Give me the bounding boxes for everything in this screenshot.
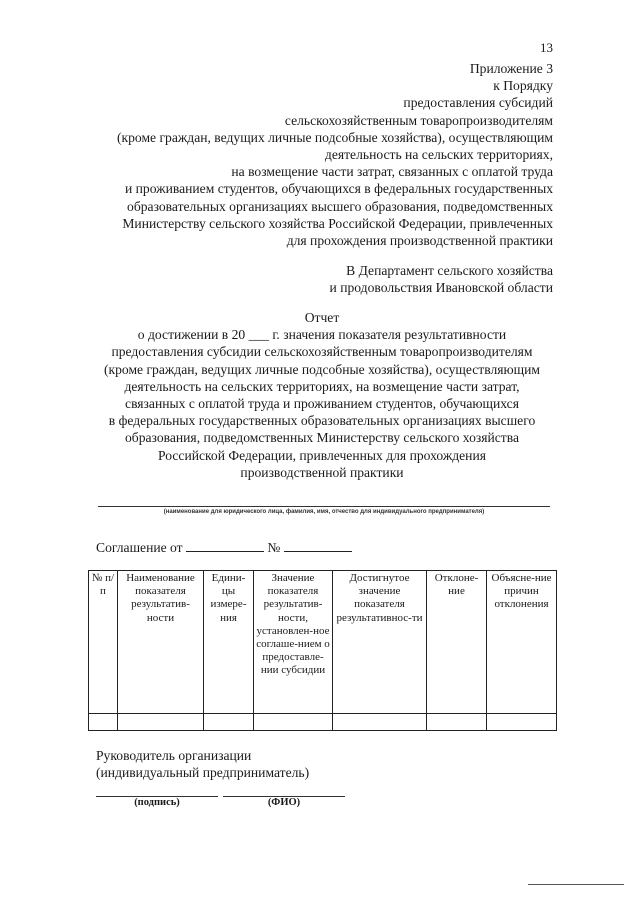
signature-block (96, 747, 309, 781)
agreement-date-field[interactable] (186, 539, 264, 552)
page-number: 13 (540, 40, 553, 55)
table-cell[interactable] (487, 714, 557, 731)
appendix-line: для прохождения производственной практики (286, 233, 553, 249)
agreement-label: Соглашение от (96, 540, 183, 555)
report-line: о достижении в 20 ___ г. значения показателя результативности (137, 327, 507, 343)
column-header-unit: Едини-цы измере-ния (204, 571, 254, 714)
report-heading (86, 309, 558, 481)
report-line: деятельность на сельских территориях, на возмещение части затрат, (124, 378, 520, 394)
appendix-header (73, 60, 553, 249)
report-line: Российской Федерации, привлеченных для прохождения (158, 447, 486, 463)
appendix-line: деятельность на сельских территориях, (324, 147, 553, 163)
appendix-line: Министерству сельского хозяйства Российской Федерации, привлеченных (122, 215, 553, 231)
appendix-line: предоставления субсидий (403, 95, 553, 111)
report-line: предоставления субсидии сельскохозяйственным товаропроизводителям (111, 344, 533, 360)
column-header-planned-value: Значение показателя результатив-ности, установлен-ное соглаше-нием о предоставле-нии субсидии (254, 571, 333, 714)
signature-title: Руководитель организации (96, 748, 252, 763)
table-cell[interactable] (254, 714, 333, 731)
agreement-number-label: № (267, 540, 281, 555)
column-header-deviation-reason: Объясне-ние причин отклонения (487, 571, 557, 714)
appendix-line: Приложение 3 (469, 61, 553, 76)
table-row (89, 714, 557, 731)
table-cell[interactable] (118, 714, 204, 731)
report-line: связанных с оплатой труда и проживанием студентов, обучающихся (125, 396, 519, 412)
table-cell[interactable] (89, 714, 118, 731)
addressee-line: и продовольствия Ивановской области (329, 280, 553, 296)
column-header-deviation: Отклоне-ние (427, 571, 487, 714)
signature-caption: (подпись) (134, 797, 180, 808)
column-header-number: № п/п (89, 571, 118, 714)
report-title: Отчет (304, 310, 340, 325)
appendix-line: на возмещение части затрат, связанных с оплатой труда (231, 164, 553, 180)
appendix-line: и проживанием студентов, обучающихся в федеральных государственных (124, 181, 553, 197)
table-cell[interactable] (333, 714, 427, 731)
footer-divider (528, 884, 624, 885)
agreement-line (96, 539, 352, 556)
report-line: производственной практики (240, 464, 404, 480)
organization-name-field[interactable] (98, 506, 550, 507)
appendix-line: сельскохозяйственным товаропроизводителям (284, 112, 553, 128)
table-header-row (89, 571, 557, 714)
report-line: (кроме граждан, ведущих личные подсобные хозяйства), осуществляющим (103, 361, 540, 377)
organization-caption: (наименование для юридического лица, фамилия, имя, отчество для индивидуального предпринимателя) (163, 509, 485, 515)
full-name-caption: (ФИО) (267, 797, 301, 808)
appendix-line: образовательных организациях высшего образования, подведомственных (127, 198, 553, 214)
column-header-indicator-name: Наименование показателя результатив-ности (118, 571, 204, 714)
column-header-achieved-value: Достигнутое значение показателя результативнос-ти (333, 571, 427, 714)
report-line: в федеральных государственных образовательных организациях высшего (108, 413, 536, 429)
table-cell[interactable] (204, 714, 254, 731)
table-cell[interactable] (427, 714, 487, 731)
addressee (153, 262, 553, 296)
report-table (88, 570, 557, 731)
appendix-line: к Порядку (493, 78, 553, 94)
signature-subtitle: (индивидуальный предприниматель) (96, 765, 310, 781)
report-line: образования, подведомственных Министерству сельского хозяйства (124, 430, 520, 446)
appendix-line: (кроме граждан, ведущих личные подсобные хозяйства), осуществляющим (116, 129, 553, 145)
addressee-line: В Департамент сельского хозяйства (346, 263, 553, 278)
agreement-number-field[interactable] (284, 539, 352, 552)
